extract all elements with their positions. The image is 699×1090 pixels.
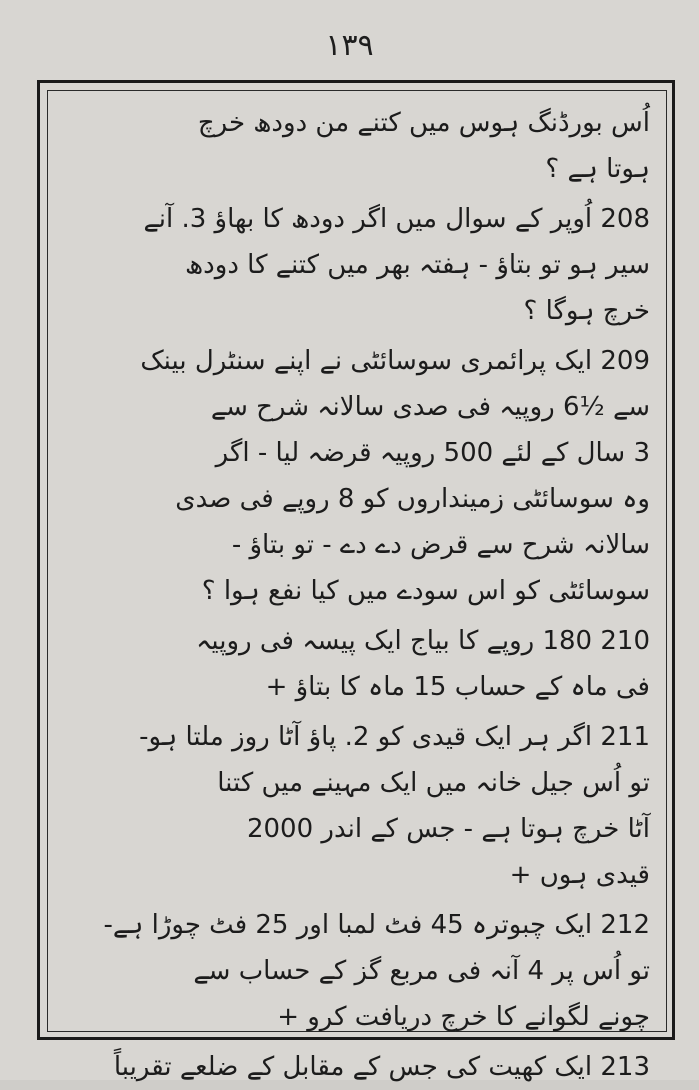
question-213-line: 213 ایک کھیت کی جس کے مقابل کے ضلعے تقریباً [113,1052,650,1082]
text-line: وہ سوسائٹی زمینداروں کو 8 روپے فی صدی [175,484,650,514]
question-208-line: 208 اُوپر کے سوال میں اگر دودھ کا بھاؤ 3. آنے [143,204,650,234]
text-line: ہوتا ہے ؟ [545,154,650,184]
page-number: ۱۳۹ [325,28,374,63]
text-line: چونے لگوانے کا خرچ دریافت کرو + [277,1002,650,1032]
text-line: تو اُس پر 4 آنہ فی مربع گز کے حساب سے [193,956,650,986]
text-line: قیدی ہوں + [509,860,650,890]
text-line: آٹا خرچ ہوتا ہے - جس کے اندر 2000 [246,814,650,844]
question-211-line: 211 اگر ہر ایک قیدی کو 2. پاؤ آٹا روز ملتا ہو- [139,722,650,752]
text-line: اُس بورڈنگ ہوس میں کتنے من دودھ خرچ [197,108,650,138]
text-line: سے ½6 روپیہ فی صدی سالانہ شرح سے [210,392,650,422]
text-line: سوسائٹی کو اس سودے میں کیا نفع ہوا ؟ [201,576,650,606]
question-209-line: 209 ایک پرائمری سوسائٹی نے اپنے سنٹرل بینک [140,346,650,376]
text-line: سالانہ شرح سے قرض دے دے - تو بتاؤ - [231,530,650,560]
text-line: تو اُس جیل خانہ میں ایک مہینے میں کتنا [217,768,650,798]
page-body-text [58,100,656,1082]
question-212-line: 212 ایک چبوترہ 45 فٹ لمبا اور 25 فٹ چوڑا ہے- [103,910,650,940]
text-line: خرچ ہوگا ؟ [523,296,650,326]
text-line: 3 سال کے لئے 500 روپیہ قرضہ لیا - اگر [215,438,650,468]
question-210-line: 210 180 روپے کا بیاج ایک پیسہ فی روپیہ [196,626,650,656]
text-line: فی ماہ کے حساب 15 ماہ کا بتاؤ + [265,672,650,702]
text-line: سیر ہو تو بتاؤ - ہفتہ بھر میں کتنے کا دودھ [185,250,650,280]
